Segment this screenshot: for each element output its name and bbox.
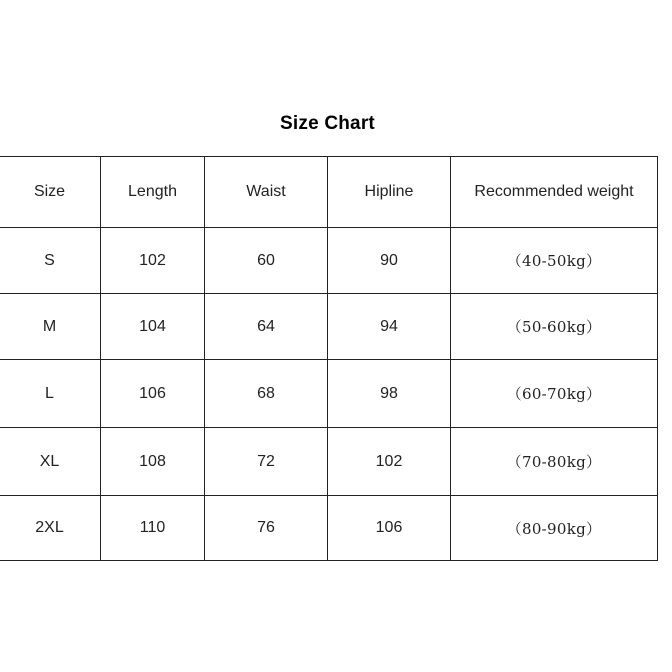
cell-weight: （80-90kg） bbox=[451, 496, 658, 561]
cell-hipline: 90 bbox=[328, 228, 451, 294]
cell-length: 106 bbox=[101, 360, 205, 428]
cell-hipline: 102 bbox=[328, 428, 451, 496]
cell-waist: 76 bbox=[205, 496, 328, 561]
cell-size: S bbox=[0, 228, 101, 294]
header-waist: Waist bbox=[205, 157, 328, 228]
table-row bbox=[0, 496, 658, 561]
cell-hipline: 94 bbox=[328, 294, 451, 360]
cell-size: L bbox=[0, 360, 101, 428]
cell-weight: （70-80kg） bbox=[451, 428, 658, 496]
table-row bbox=[0, 228, 658, 294]
cell-size: XL bbox=[0, 428, 101, 496]
cell-hipline: 106 bbox=[328, 496, 451, 561]
header-length: Length bbox=[101, 157, 205, 228]
cell-waist: 60 bbox=[205, 228, 328, 294]
header-size: Size bbox=[0, 157, 101, 228]
cell-length: 110 bbox=[101, 496, 205, 561]
header-recommended-weight: Recommended weight bbox=[451, 157, 658, 228]
cell-weight: （60-70kg） bbox=[451, 360, 658, 428]
chart-title: Size Chart bbox=[280, 113, 375, 134]
cell-waist: 68 bbox=[205, 360, 328, 428]
table-header-row bbox=[0, 157, 658, 228]
cell-length: 102 bbox=[101, 228, 205, 294]
cell-hipline: 98 bbox=[328, 360, 451, 428]
table-row bbox=[0, 294, 658, 360]
table-row bbox=[0, 428, 658, 496]
cell-size: 2XL bbox=[0, 496, 101, 561]
cell-length: 108 bbox=[101, 428, 205, 496]
cell-waist: 64 bbox=[205, 294, 328, 360]
header-hipline: Hipline bbox=[328, 157, 451, 228]
cell-weight: （40-50kg） bbox=[451, 228, 658, 294]
cell-waist: 72 bbox=[205, 428, 328, 496]
cell-weight: （50-60kg） bbox=[451, 294, 658, 360]
cell-length: 104 bbox=[101, 294, 205, 360]
size-table bbox=[0, 156, 658, 561]
table-row bbox=[0, 360, 658, 428]
cell-size: M bbox=[0, 294, 101, 360]
